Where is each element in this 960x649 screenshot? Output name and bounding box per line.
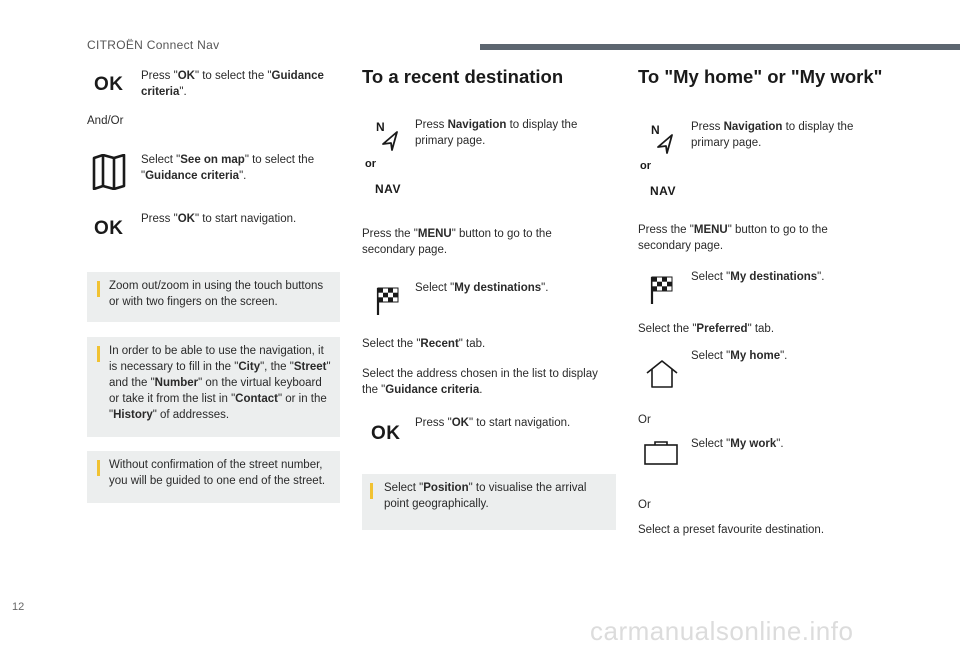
watermark: carmanualsonline.info — [590, 616, 854, 646]
right-step-2: Press the "MENU" button to go to the secondary page. — [638, 224, 828, 252]
ok-icon: OK — [94, 218, 124, 239]
nav-button-label: NAV — [650, 184, 676, 198]
middle-step-1: Press Navigation to display the primary page. — [415, 119, 578, 147]
note-marker — [97, 346, 100, 362]
checkered-flag-icon — [650, 275, 674, 310]
left-step-1: Press "OK" to select the "Guidance criteria". — [141, 70, 324, 98]
right-step-6: Select "My work". — [691, 438, 784, 450]
header-bar — [480, 44, 960, 50]
note-zoom: Zoom out/zoom in using the touch buttons or with two fingers on the screen. — [87, 272, 340, 322]
left-step-2: Select "See on map" to select the "Guidance criteria". — [141, 154, 315, 182]
nav-letter-n: N — [376, 120, 385, 134]
note-marker — [97, 460, 100, 476]
page-header-title: CITROËN Connect Nav — [87, 38, 220, 52]
right-step-4: Select the "Preferred" tab. — [638, 323, 775, 335]
note-marker — [97, 281, 100, 297]
or-label: Or — [638, 499, 651, 511]
note-street-number: Without confirmation of the street number, you will be guided to one end of the street. — [87, 451, 340, 503]
nav-button-label: NAV — [375, 182, 401, 196]
home-icon — [645, 359, 679, 394]
or-label: or — [640, 160, 651, 172]
navigation-arrow-icon — [655, 133, 675, 160]
note-position: Select "Position" to visualise the arrival point geographically. — [362, 474, 616, 530]
middle-step-3: Select "My destinations". — [415, 282, 549, 294]
left-step-3: Press "OK" to start navigation. — [141, 213, 297, 225]
middle-step-2: Press the "MENU" button to go to the secondary page. — [362, 228, 552, 256]
note-marker — [370, 483, 373, 499]
right-step-1: Press Navigation to display the primary page. — [691, 121, 854, 149]
middle-step-5: Select the address chosen in the list to display the "Guidance criteria. — [362, 368, 598, 396]
middle-step-6: Press "OK" to start navigation. — [415, 417, 571, 429]
right-step-5: Select "My home". — [691, 350, 788, 362]
note-navigation-address: In order to be able to use the navigation, it is necessary to fill in the "City", the "Street" and the "Number" on the virtual keyboard or take it from the list in "Contact" or in the "History" of addresses. — [87, 337, 340, 437]
heading-my-home-my-work: To "My home" or "My work" — [638, 66, 883, 87]
right-step-7: Select a preset favourite destination. — [638, 524, 825, 536]
navigation-arrow-icon — [380, 130, 400, 157]
and-or-label: And/Or — [87, 115, 124, 127]
map-icon — [92, 154, 126, 195]
right-step-3: Select "My destinations". — [691, 271, 825, 283]
ok-icon: OK — [371, 423, 401, 444]
page-number: 12 — [12, 601, 25, 613]
checkered-flag-icon — [376, 286, 400, 321]
or-label: or — [365, 158, 376, 170]
ok-icon: OK — [94, 74, 124, 95]
briefcase-icon — [643, 440, 679, 471]
middle-step-4: Select the "Recent" tab. — [362, 338, 486, 350]
heading-recent-destination: To a recent destination — [362, 66, 564, 87]
nav-letter-n: N — [651, 123, 660, 137]
or-label: Or — [638, 414, 651, 426]
